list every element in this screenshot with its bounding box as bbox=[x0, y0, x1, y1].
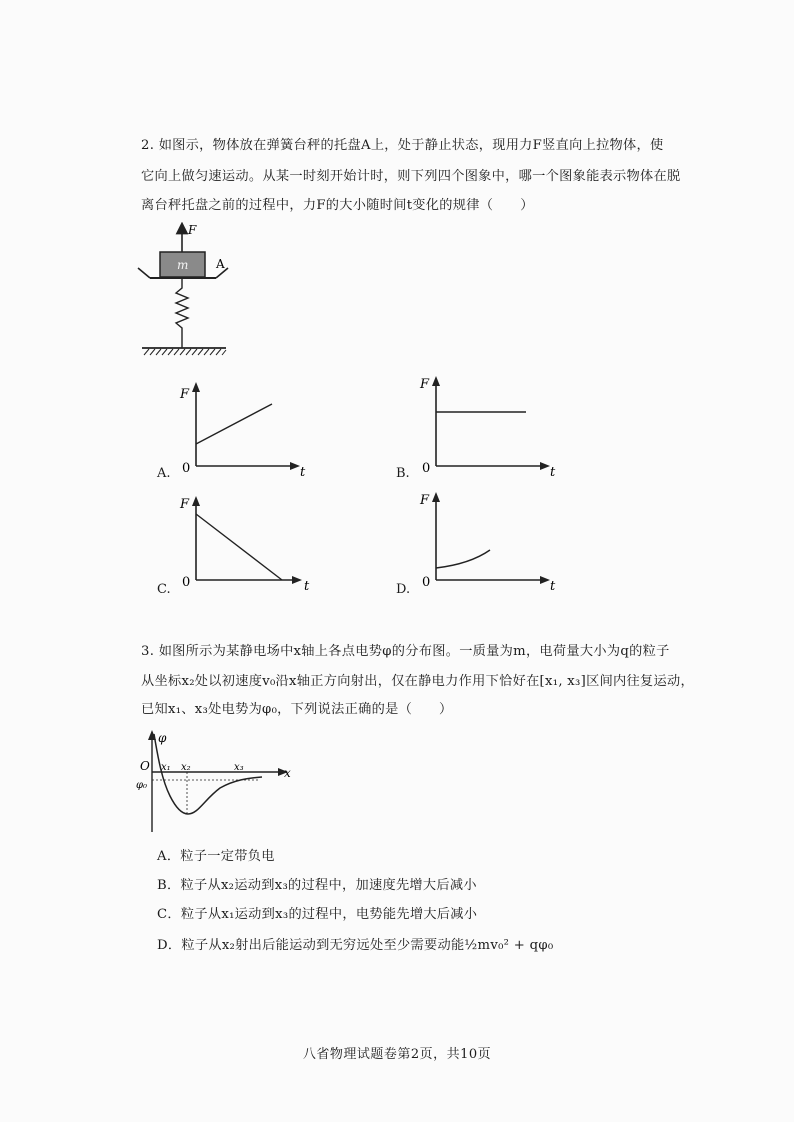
tray-label: A bbox=[216, 257, 225, 271]
potential-curve bbox=[154, 734, 262, 814]
curve-increasing-curve bbox=[436, 550, 490, 568]
t-axis-label: t bbox=[304, 579, 310, 592]
t-axis-label: t bbox=[300, 465, 306, 478]
t-axis-label: t bbox=[550, 465, 556, 478]
q2-option-b-letter[interactable]: B. bbox=[396, 466, 410, 481]
q2-option-a-letter[interactable]: A. bbox=[157, 466, 171, 481]
x2-label: x₂ bbox=[181, 762, 191, 773]
origin-label: 0 bbox=[182, 461, 191, 476]
mass-label: m bbox=[177, 258, 189, 272]
f-axis-label: F bbox=[180, 387, 190, 402]
f-axis-label: F bbox=[180, 497, 190, 512]
q2-option-a-graph bbox=[170, 378, 320, 478]
q2-number: 2. bbox=[141, 138, 155, 153]
origin-label: 0 bbox=[422, 461, 431, 476]
q3-text-line2: 从坐标x₂处以初速度v₀沿x轴正方向射出，仅在静电力作用下恰好在[x₁, x₃]区间内往复运动， bbox=[141, 674, 694, 689]
q3-text-line1: 3. 如图所示为某静电场中x轴上各点电势φ的分布图。一质量为m，电荷量大小为q的粒子 bbox=[141, 644, 670, 659]
x1-label: x₁ bbox=[161, 762, 171, 773]
phi-axis-label: φ bbox=[158, 731, 167, 745]
q2-option-d-graph bbox=[410, 488, 560, 592]
x3-label: x₃ bbox=[234, 762, 244, 773]
q2-option-c-graph bbox=[170, 492, 320, 592]
q3-option-c[interactable]: C．粒子从x₁运动到x₃的过程中，电势能先增大后减小 bbox=[157, 907, 478, 922]
curve-increasing-linear bbox=[196, 404, 272, 444]
q2-text-line3: 离台秤托盘之前的过程中，力F的大小随时间t变化的规律（ ） bbox=[141, 198, 534, 213]
curve-decreasing-linear bbox=[196, 514, 282, 580]
page-footer: 八省物理试题卷第2页，共10页 bbox=[302, 1047, 492, 1062]
spring bbox=[176, 278, 188, 348]
q3-number: 3. bbox=[141, 644, 155, 659]
q2-text-line1: 2. 如图示，物体放在弹簧台秤的托盘A上，处于静止状态，现用力F竖直向上拉物体，使 bbox=[141, 138, 664, 153]
f-axis-label: F bbox=[420, 377, 430, 392]
phi0-label: φ₀ bbox=[136, 780, 148, 791]
spring-scale-figure bbox=[130, 222, 250, 357]
x-axis-label: x bbox=[284, 766, 291, 780]
q3-option-a[interactable]: A．粒子一定带负电 bbox=[157, 849, 275, 864]
origin-label: 0 bbox=[182, 575, 191, 590]
q2-option-c-letter[interactable]: C. bbox=[157, 582, 171, 597]
q2-option-d-letter[interactable]: D. bbox=[396, 582, 411, 597]
q3-option-d[interactable]: D．粒子从x₂射出后能运动到无穷远处至少需要动能½mv₀² + qφ₀ bbox=[157, 938, 554, 953]
q3-option-b[interactable]: B．粒子从x₂运动到x₃的过程中，加速度先增大后减小 bbox=[157, 878, 477, 893]
origin-label: O bbox=[140, 759, 150, 773]
q3-text-line3: 已知x₁、x₃处电势为φ₀，下列说法正确的是（ ） bbox=[141, 702, 453, 717]
force-label: F bbox=[188, 223, 197, 237]
potential-graph bbox=[130, 728, 300, 836]
origin-label: 0 bbox=[422, 575, 431, 590]
f-axis-label: F bbox=[420, 493, 430, 508]
q2-option-b-graph bbox=[410, 370, 560, 478]
t-axis-label: t bbox=[550, 579, 556, 592]
q2-text-line2: 它向上做匀速运动。从某一时刻开始计时，则下列四个图象中，哪一个图象能表示物体在脱 bbox=[141, 169, 681, 184]
